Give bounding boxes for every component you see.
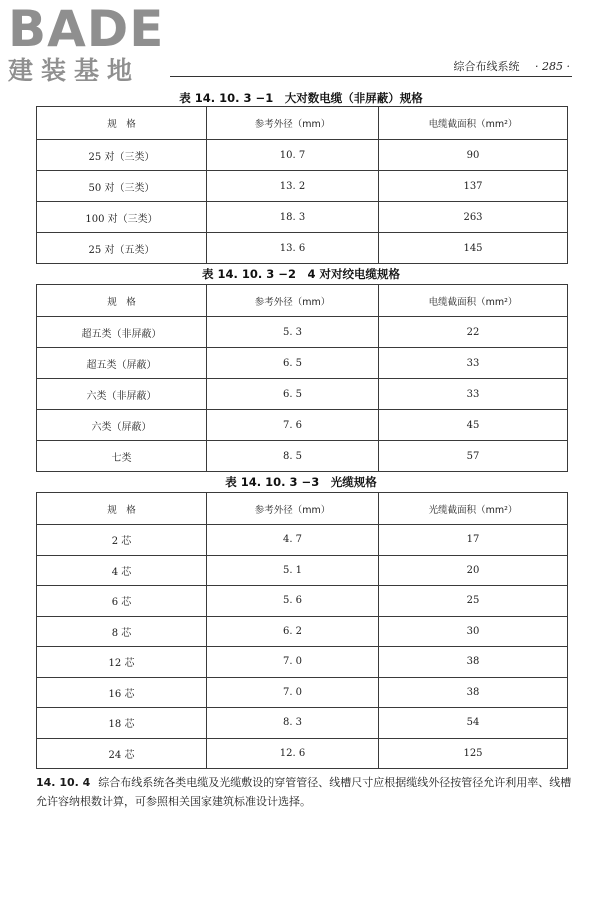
clause-number: 14. 10. 4	[36, 776, 91, 789]
cell-spec: 6 芯	[37, 586, 207, 617]
cell-area: 22	[379, 317, 568, 348]
table-row	[37, 233, 568, 264]
header-cell-diameter: 参考外径（mm）	[207, 493, 379, 525]
cell-spec: 8 芯	[37, 616, 207, 647]
cell-diameter: 8. 5	[207, 441, 379, 472]
cell-area: 57	[379, 441, 568, 472]
cell-area: 25	[379, 586, 568, 617]
cell-area: 45	[379, 410, 568, 441]
header-cell-spec: 规 格	[37, 285, 207, 317]
clause-14-10-4	[36, 773, 576, 811]
table-row	[37, 441, 568, 472]
table-row	[37, 738, 568, 769]
cell-area: 54	[379, 708, 568, 739]
table-row	[37, 410, 568, 441]
table-3-optical-cables	[36, 492, 568, 769]
cell-spec: 六类（非屏蔽）	[37, 379, 207, 410]
cell-diameter: 7. 6	[207, 410, 379, 441]
table-2-title: 表 14. 10. 3 −2 4 对对绞电缆规格	[202, 267, 400, 281]
cell-diameter: 8. 3	[207, 708, 379, 739]
cell-diameter: 7. 0	[207, 647, 379, 678]
cell-diameter: 5. 6	[207, 586, 379, 617]
table-row	[37, 525, 568, 556]
cell-area: 263	[379, 202, 568, 233]
table-row	[37, 647, 568, 678]
cell-diameter: 6. 5	[207, 379, 379, 410]
table-header-row	[37, 107, 568, 140]
table-row	[37, 616, 568, 647]
running-header	[400, 58, 570, 74]
page-number: · 285 ·	[535, 60, 570, 73]
table-row	[37, 677, 568, 708]
cell-spec: 12 芯	[37, 647, 207, 678]
table-row	[37, 171, 568, 202]
cell-spec: 六类（屏蔽）	[37, 410, 207, 441]
cell-diameter: 5. 1	[207, 555, 379, 586]
cell-area: 33	[379, 379, 568, 410]
cell-area: 33	[379, 348, 568, 379]
section-title: 综合布线系统	[453, 60, 520, 73]
cell-area: 125	[379, 738, 568, 769]
cell-area: 38	[379, 677, 568, 708]
header-cell-spec: 规 格	[37, 493, 207, 525]
cell-spec: 超五类（屏蔽）	[37, 348, 207, 379]
cell-spec: 16 芯	[37, 677, 207, 708]
table-3-title: 表 14. 10. 3 −3 光缆规格	[225, 475, 377, 489]
table-row	[37, 708, 568, 739]
header-cell-area: 电缆截面积（mm²）	[379, 285, 568, 317]
table-row	[37, 140, 568, 171]
cell-area: 17	[379, 525, 568, 556]
header-cell-area: 电缆截面积（mm²）	[379, 107, 568, 140]
header-rule	[170, 76, 572, 77]
cell-diameter: 6. 5	[207, 348, 379, 379]
cell-diameter: 18. 3	[207, 202, 379, 233]
table-1-large-pair-cables	[36, 106, 568, 264]
cell-spec: 100 对（三类）	[37, 202, 207, 233]
cell-spec: 4 芯	[37, 555, 207, 586]
cell-spec: 25 对（三类）	[37, 140, 207, 171]
cell-diameter: 5. 3	[207, 317, 379, 348]
cell-diameter: 12. 6	[207, 738, 379, 769]
cell-spec: 七类	[37, 441, 207, 472]
clause-text: 综合布线系统各类电缆及光缆敷设的穿管管径、线槽尺寸应根据缆线外径按管径允许利用率、线槽允许容纳根数计算，可参照相关国家建筑标准设计选择。	[36, 776, 572, 808]
table-1-title: 表 14. 10. 3 −1 大对数电缆（非屏蔽）规格	[179, 91, 423, 105]
table-row	[37, 348, 568, 379]
cell-area: 20	[379, 555, 568, 586]
cell-area: 90	[379, 140, 568, 171]
logo-chinese-name: 建装基地	[8, 56, 141, 85]
header-cell-area: 光缆截面积（mm²）	[379, 493, 568, 525]
cell-area: 145	[379, 233, 568, 264]
header-cell-spec: 规 格	[37, 107, 207, 140]
publisher-logo	[8, 0, 178, 86]
table-header-row	[37, 285, 568, 317]
cell-spec: 24 芯	[37, 738, 207, 769]
cell-spec: 25 对（五类）	[37, 233, 207, 264]
cell-diameter: 4. 7	[207, 525, 379, 556]
table-row	[37, 202, 568, 233]
cell-diameter: 7. 0	[207, 677, 379, 708]
cell-diameter: 6. 2	[207, 616, 379, 647]
cell-diameter: 13. 2	[207, 171, 379, 202]
header-cell-diameter: 参考外径（mm）	[207, 285, 379, 317]
cell-spec: 18 芯	[37, 708, 207, 739]
table-row	[37, 317, 568, 348]
cell-diameter: 13. 6	[207, 233, 379, 264]
table-row	[37, 379, 568, 410]
cell-diameter: 10. 7	[207, 140, 379, 171]
header-cell-diameter: 参考外径（mm）	[207, 107, 379, 140]
cell-spec: 50 对（三类）	[37, 171, 207, 202]
logo-wordmark: BADE	[8, 0, 165, 58]
table-2-4pair-twisted-cables	[36, 284, 568, 472]
cell-spec: 2 芯	[37, 525, 207, 556]
table-row	[37, 555, 568, 586]
cell-spec: 超五类（非屏蔽）	[37, 317, 207, 348]
table-header-row	[37, 493, 568, 525]
table-row	[37, 586, 568, 617]
cell-area: 38	[379, 647, 568, 678]
cell-area: 137	[379, 171, 568, 202]
cell-area: 30	[379, 616, 568, 647]
